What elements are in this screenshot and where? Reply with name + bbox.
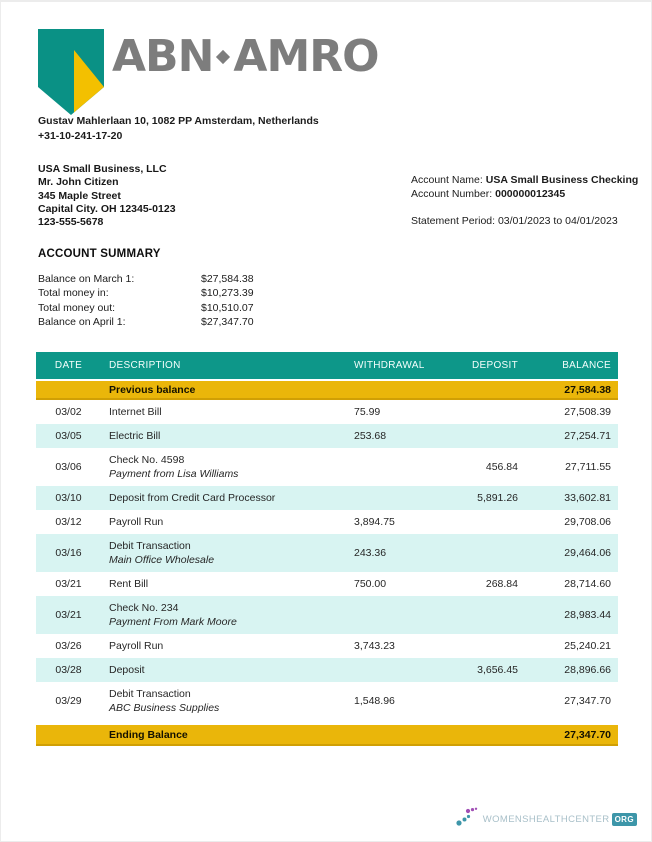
customer-city: Capital City. OH 12345-0123 [38, 202, 176, 215]
footer-watermark [455, 807, 637, 832]
cell-date: 03/26 [55, 640, 82, 652]
header-description: DESCRIPTION [109, 360, 181, 371]
cell-desc-sub: Payment from Lisa Williams [109, 468, 239, 480]
cell-balance: 25,240.21 [564, 640, 611, 652]
account-summary-section [38, 248, 254, 330]
cell-date: 03/05 [55, 430, 82, 442]
cell-desc-main: Deposit [109, 664, 145, 676]
cell-withdrawal: 3,743.23 [354, 640, 395, 652]
cell-date: 03/21 [55, 578, 82, 590]
account-name-line [411, 173, 638, 187]
account-summary-title: ACCOUNT SUMMARY [38, 248, 161, 260]
cell-balance: 28,896.66 [564, 664, 611, 676]
cell-balance: 27,254.71 [564, 430, 611, 442]
previous-balance-row [36, 381, 618, 400]
cell-desc-main: Payroll Run [109, 516, 164, 528]
table-row [36, 448, 618, 486]
cell-date: 03/06 [55, 461, 82, 473]
table-row [36, 510, 618, 534]
cell-date: 03/28 [55, 664, 82, 676]
cell-balance: 29,464.06 [564, 547, 611, 559]
footer-watermark-text: WOMENSHEALTHCENTER [482, 814, 610, 825]
bank-phone: +31-10-241-17-20 [38, 129, 123, 142]
logo-text-amro: AMRO [233, 31, 379, 82]
cell-desc-main: Internet Bill [109, 406, 162, 418]
cell-deposit: 268.84 [485, 578, 518, 590]
table-row [36, 400, 618, 424]
cell-desc-sub: Main Office Wholesale [109, 554, 215, 566]
account-number-label: Account Number: [411, 188, 493, 200]
cell-deposit: 3,656.45 [477, 664, 518, 676]
footer-org-badge: ORG [612, 813, 637, 826]
cell-date: 03/10 [55, 492, 82, 504]
cell-desc-main: Check No. 234 [109, 602, 179, 614]
header-date: DATE [54, 360, 83, 371]
cell-withdrawal: 243.36 [354, 547, 387, 559]
cell-balance: 27,347.70 [564, 695, 611, 707]
logo-diamond-icon [216, 50, 230, 64]
table-row [36, 424, 618, 448]
cell-desc-sub: ABC Business Supplies [109, 702, 220, 714]
cell-withdrawal: 253.68 [354, 430, 387, 442]
summary-label: Total money out: [38, 301, 116, 314]
account-number-line [411, 187, 638, 201]
table-row [36, 534, 618, 572]
cell-desc-main: Deposit from Credit Card Processor [109, 492, 276, 504]
summary-row [38, 286, 254, 300]
cell-desc-main: Rent Bill [109, 578, 149, 590]
cell-withdrawal: 750.00 [354, 578, 387, 590]
table-row [36, 682, 618, 720]
previous-balance-label: Previous balance [109, 383, 196, 396]
header-balance: BALANCE [562, 360, 611, 371]
previous-balance-value: 27,584.38 [564, 383, 611, 396]
ending-balance-value: 27,347.70 [564, 728, 611, 741]
cell-balance: 28,714.60 [564, 578, 611, 590]
statement-period: Statement Period: 03/01/2023 to 04/01/2023 [411, 215, 618, 227]
cell-balance: 29,708.06 [564, 516, 611, 528]
account-name-label: Account Name: [411, 174, 483, 186]
cell-desc-main: Debit Transaction [109, 688, 191, 700]
summary-label: Balance on March 1: [38, 273, 135, 285]
summary-row [38, 315, 254, 329]
customer-phone: 123-555-5678 [38, 216, 104, 229]
footer-dots-logo-icon [455, 807, 481, 832]
cell-date: 03/16 [55, 547, 82, 559]
cell-date: 03/02 [55, 406, 82, 418]
summary-value: $10,510.07 [201, 301, 254, 314]
cell-desc-main: Check No. 4598 [109, 454, 185, 466]
table-row [36, 486, 618, 510]
account-info-block [411, 173, 638, 228]
cell-deposit: 5,891.26 [477, 492, 518, 504]
cell-withdrawal: 75.99 [354, 406, 381, 418]
cell-balance: 33,602.81 [564, 492, 611, 504]
summary-row [38, 272, 254, 286]
transactions-body [36, 400, 618, 720]
summary-label: Balance on April 1: [38, 316, 126, 329]
table-header-row [36, 352, 618, 379]
cell-desc-main: Debit Transaction [109, 540, 191, 552]
table-row [36, 596, 618, 634]
account-number-value: 000000012345 [495, 188, 566, 200]
ending-balance-row [36, 725, 618, 746]
customer-name-person: Mr. John Citizen [38, 176, 119, 189]
bank-address-block [38, 114, 319, 143]
cell-desc-main: Electric Bill [109, 430, 161, 442]
customer-street: 345 Maple Street [38, 189, 121, 202]
cell-withdrawal: 3,894.75 [354, 516, 395, 528]
cell-balance: 27,508.39 [564, 406, 611, 418]
cell-balance: 28,983.44 [564, 609, 611, 621]
abn-amro-shield-logo-icon [38, 29, 104, 120]
bank-address-line: Gustav Mahlerlaan 10, 1082 PP Amsterdam, Netherlands [38, 115, 319, 127]
logo-text-abn: ABN [112, 31, 214, 82]
cell-desc-sub: Payment From Mark Moore [109, 616, 237, 628]
customer-name-company: USA Small Business, LLC [38, 163, 167, 175]
account-summary-rows [38, 272, 254, 330]
cell-balance: 27,711.55 [565, 461, 611, 473]
table-row [36, 658, 618, 682]
cell-date: 03/12 [55, 516, 82, 528]
table-row [36, 634, 618, 658]
cell-desc-main: Payroll Run [109, 640, 164, 652]
summary-row [38, 301, 254, 315]
customer-address-block [38, 163, 176, 229]
cell-date: 03/29 [55, 695, 82, 707]
header-deposit: DEPOSIT [472, 360, 518, 371]
cell-withdrawal: 1,548.96 [354, 695, 395, 707]
ending-balance-label: Ending Balance [109, 728, 188, 741]
abn-amro-wordmark [112, 31, 379, 82]
summary-value: $10,273.39 [201, 287, 254, 300]
account-name-value: USA Small Business Checking [485, 174, 639, 186]
summary-label: Total money in: [38, 287, 109, 300]
header-withdrawal: WITHDRAWAL [354, 360, 425, 371]
cell-deposit: 456.84 [485, 461, 518, 473]
transactions-table [36, 352, 618, 746]
table-row [36, 572, 618, 596]
cell-date: 03/21 [55, 609, 82, 621]
summary-value: $27,347.70 [201, 316, 254, 329]
summary-value: $27,584.38 [201, 273, 254, 285]
